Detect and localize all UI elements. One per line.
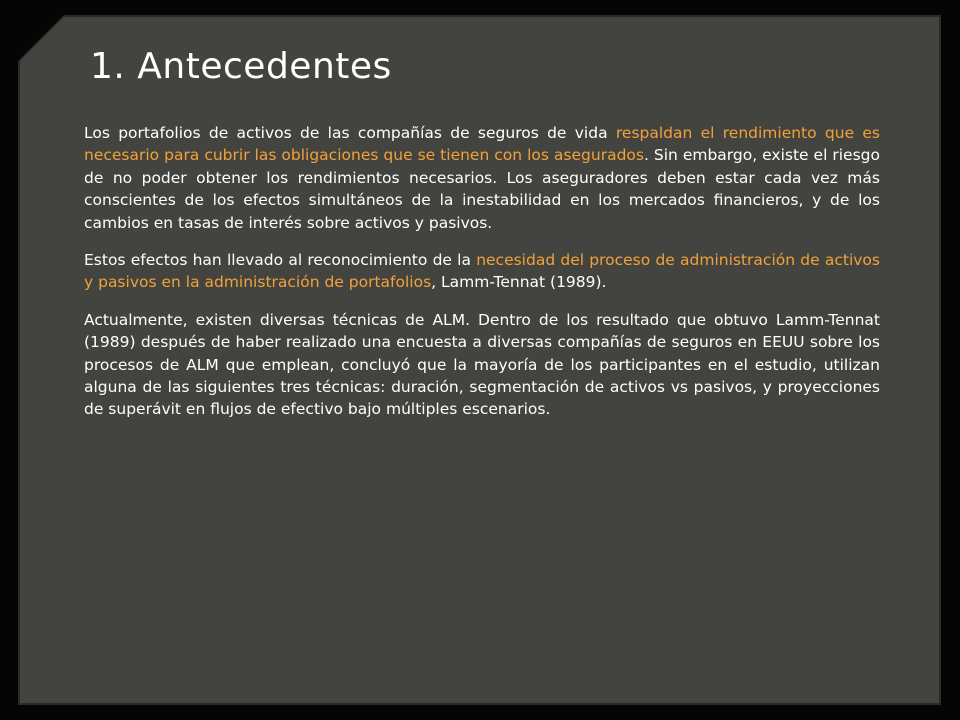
paragraph-3-text-1: Actualmente, existen diversas técnicas de ALM. Dentro de los resultado que obtuvo Lamm-Tennat (1989) después de haber realizado una encuesta a diversas compañías de seguros en EEUU sobre los procesos de ALM que emplean, concluyó que la mayoría de los participantes en el estudio, utilizan alguna de las siguientes tres técnicas: duración, segmentación de activos vs pasivos, y proyecciones de superávit en flujos de efectivo bajo múltiples escenarios. [84,310,880,419]
paragraph-3 [84,309,880,421]
paragraph-2-text-1: Estos efectos han llevado al reconocimiento de la [84,251,477,270]
paragraph-1-text-1: Los portafolios de activos de las compañías de seguros de vida [84,124,616,142]
paragraph-2 [84,249,880,294]
paragraph-1-text-2: . Sin embargo, existe el riesgo de no poder obtener los rendimientos necesarios. Los aseguradores deben estar cada vez más conscientes de los efectos simultáneos de la inestabilidad en los mercados financieros, y de los cambios en tasas de interés sobre activos y pasivos. [84,146,880,232]
paragraph-1-highlight: respaldan el rendimiento que es necesario para cubrir las obligaciones que se tienen con los asegurados [84,124,881,165]
paragraph-2-text-2: , Lamm-Tennat (1989). [431,273,607,292]
paragraph-2-highlight: necesidad del proceso de administración de activos y pasivos en la administración de portafolios [84,251,880,292]
slide-body [84,122,880,436]
slide-title: 1. Antecedentes [90,46,392,87]
paragraph-1 [84,122,880,234]
